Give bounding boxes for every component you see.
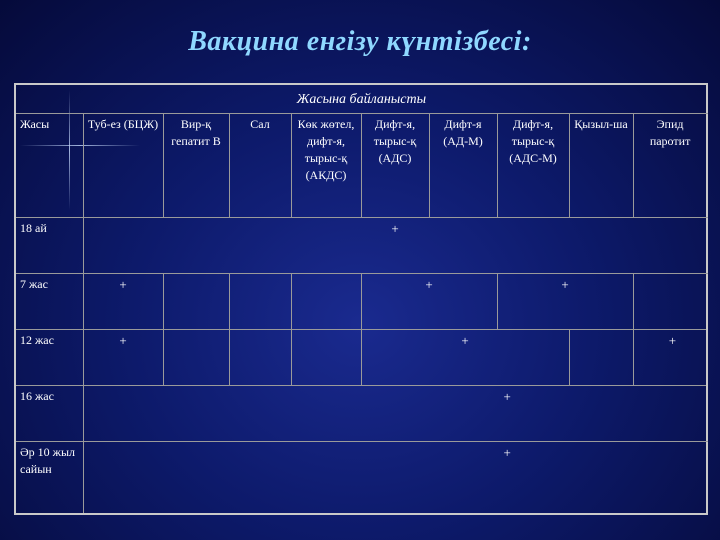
empty-cell (229, 330, 291, 386)
table-row (15, 274, 707, 330)
age-cell: 7 жас (15, 274, 83, 330)
schedule-mark: + (633, 330, 707, 386)
empty-cell (291, 274, 361, 330)
column-header: Жасы (15, 114, 83, 218)
empty-cell (291, 330, 361, 386)
age-cell: 16 жас (15, 386, 83, 442)
empty-cell (163, 274, 229, 330)
table-row (15, 386, 707, 442)
schedule-mark: + (361, 330, 569, 386)
column-header: Эпид паротит (633, 114, 707, 218)
column-header: Дифт-я (АД-М) (429, 114, 497, 218)
age-cell: 12 жас (15, 330, 83, 386)
age-cell: Әр 10 жыл сайын (15, 442, 83, 515)
table-row (15, 330, 707, 386)
empty-cell (229, 274, 291, 330)
schedule-mark: + (83, 218, 707, 274)
column-header: Дифт-я, тырыс-қ (АДС-М) (497, 114, 569, 218)
empty-cell (569, 330, 633, 386)
column-header: Туб-ез (БЦЖ) (83, 114, 163, 218)
column-header: Көк жөтел, дифт-я, тырыс-қ (АКДС) (291, 114, 361, 218)
schedule-mark: + (83, 274, 163, 330)
schedule-mark: + (497, 274, 633, 330)
schedule-mark: + (361, 274, 497, 330)
column-header: Қызыл-ша (569, 114, 633, 218)
empty-cell (163, 330, 229, 386)
column-header: Вир-қ гепатит В (163, 114, 229, 218)
schedule-mark: + (83, 442, 707, 515)
vaccination-schedule-table (14, 83, 708, 515)
schedule-mark: + (83, 386, 707, 442)
super-header: Жасына байланысты (15, 84, 707, 114)
table-row (15, 218, 707, 274)
page-title: Вакцина енгізу күнтізбесі: (188, 26, 532, 57)
age-cell: 18 ай (15, 218, 83, 274)
schedule-mark: + (83, 330, 163, 386)
column-header: Сал (229, 114, 291, 218)
table-row (15, 442, 707, 515)
column-header: Дифт-я, тырыс-қ (АДС) (361, 114, 429, 218)
empty-cell (633, 274, 707, 330)
